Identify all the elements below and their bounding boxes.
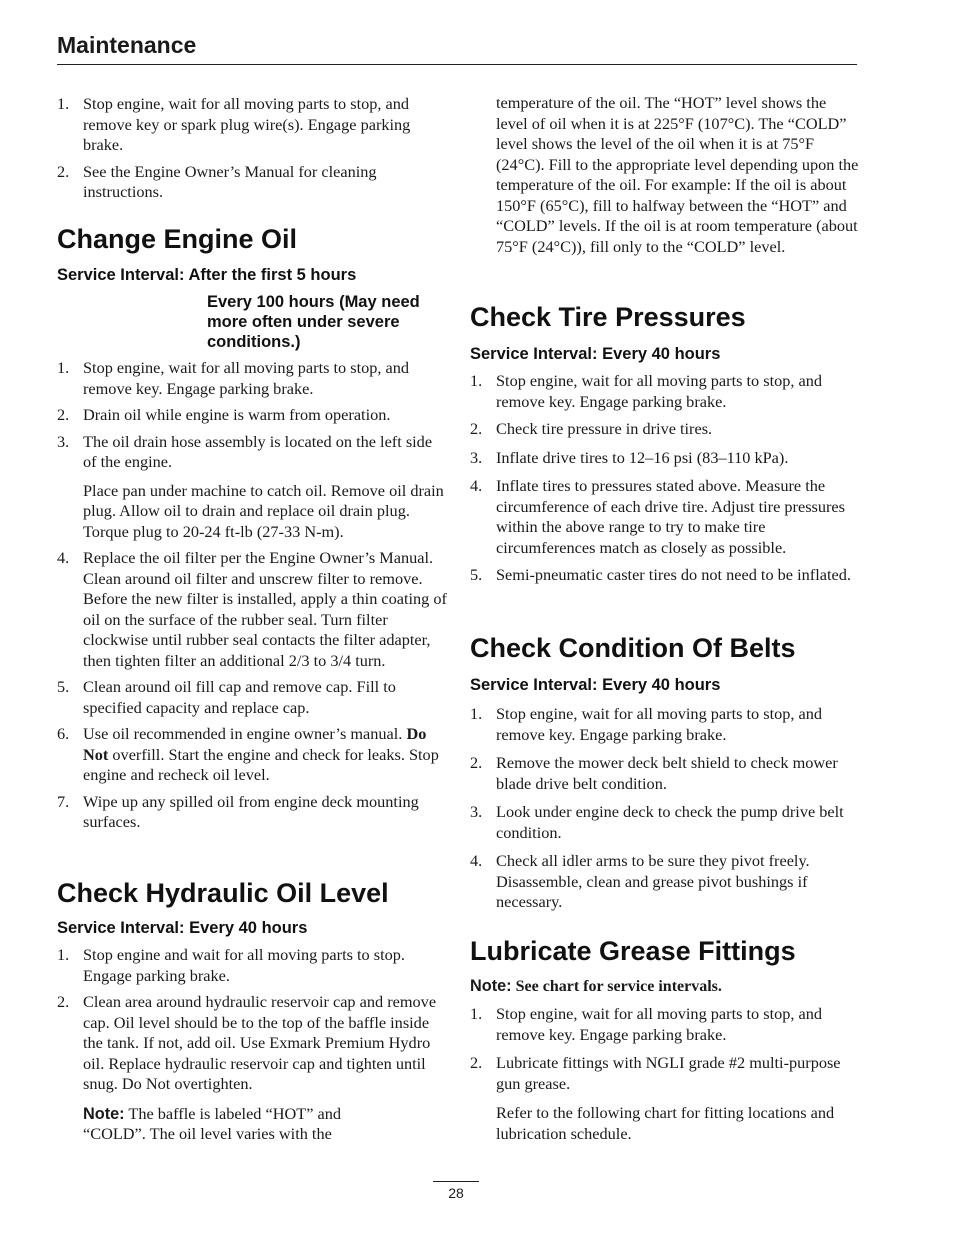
section-title: Lubricate Grease Fittings [470, 936, 796, 966]
list-item: 1. Stop engine and wait for all moving parts to stop. Engage parking brake. [57, 945, 405, 985]
step-paragraph: Place pan under machine to catch oil. Remove oil drain plug. Allow oil to drain and replace oil drain plug. Torque plug to 20-24 ft-lb (27-33 N-m). [83, 480, 444, 541]
service-interval-extra: Every 100 hours (May need more often under severe conditions.) [207, 293, 420, 351]
list-item: 6. Use oil recommended in engine owner’s manual. Do Not overfill. Start the engine and check for leaks. Stop engine and recheck oil level. [57, 724, 439, 784]
belt-steps [470, 704, 860, 913]
list-item: 2. Lubricate fittings with NGLI grade #2 multi-purpose gun grease. [470, 1053, 841, 1093]
list-item: 7. Wipe up any spilled oil from engine deck mounting surfaces. [57, 791, 419, 831]
header-rule [57, 64, 857, 65]
intro-steps [57, 94, 447, 203]
list-item: 1. Stop engine, wait for all moving parts to stop, and remove key. Engage parking brake. [57, 358, 410, 398]
section-running-head: Maintenance [57, 32, 197, 58]
service-interval: Service Interval: Every 40 hours [470, 676, 721, 694]
service-interval: Service Interval: Every 40 hours [470, 345, 721, 363]
list-item: 1. Stop engine, wait for all moving parts to stop, and remove key. Engage parking brake. [470, 704, 823, 744]
list-item: 2. Check tire pressure in drive tires. [470, 419, 713, 438]
section-change-engine-oil [57, 223, 447, 833]
list-item: 3. Inflate drive tires to 12–16 psi (83–110 kPa). [470, 447, 789, 467]
change-oil-steps [57, 358, 447, 473]
service-interval: Service Interval: Every 40 hours [57, 919, 308, 937]
note: Note: See chart for service intervals. [470, 977, 722, 995]
list-item: 3. Look under engine deck to check the pump drive belt condition. [470, 802, 844, 842]
list-item: 4. Check all idler arms to be sure they pivot freely. Disassemble, clean and grease pivot bushings if necessary. [470, 851, 810, 911]
list-item: 4. Inflate tires to pressures stated above. Measure the circumference of each drive tire. Adjust tire pressures within the above range to try to make tire circumferences match as closely as possible. [470, 476, 845, 557]
note: Note: The baffle is labeled “HOT” and “COLD”. The oil level varies with the [83, 1103, 342, 1143]
section-title: Check Condition Of Belts [470, 633, 796, 663]
change-oil-steps-b [57, 548, 447, 833]
list-item: 5. Semi-pneumatic caster tires do not need to be inflated. [470, 565, 851, 584]
list-item: 2. Remove the mower deck belt shield to check mower blade drive belt condition. [470, 753, 838, 793]
section-check-tire-pressures [470, 301, 860, 586]
list-item: 3. The oil drain hose assembly is located on the left side of the engine. [57, 431, 433, 471]
service-interval: Service Interval: After the first 5 hours [57, 266, 357, 284]
note-continuation: temperature of the oil. The “HOT” level shows the level of oil when it is at 225°F (107°C). The “COLD” level shows the level of the oil when it is at 75°F (24°C). Fill to the appropriate level depending upon the temperature of the oil. For example: If the oil is about 150°F (65°C), fill to halfway between the “HOT” and “COLD” levels. If the oil is at room temperature (about 75°F (24°C)), fill only to the “COLD” level. [496, 93, 859, 256]
section-check-belts [470, 632, 860, 913]
list-item: 1. Stop engine, wait for all moving parts to stop, and remove key. Engage parking brake. [470, 371, 823, 411]
list-item: 1. Stop engine, wait for all moving parts to stop, and remove key or spark plug wire(s). Engage parking brake. [57, 94, 411, 154]
section-title: Change Engine Oil [57, 224, 298, 254]
list-item: 2. Clean area around hydraulic reservoir cap and remove cap. Oil level should be to the top of the baffle inside the tank. If not, add oil. Use Exmark Premium Hydro oil. Replace hydraulic reservoir cap and tighten until snug. Do Not overtighten. [57, 992, 437, 1093]
footer-rule [433, 1181, 479, 1182]
page-number: 28 [448, 1185, 464, 1201]
step-paragraph: Refer to the following chart for fitting locations and lubrication schedule. [496, 1103, 835, 1143]
section-title: Check Hydraulic Oil Level [57, 878, 389, 908]
list-item: 4. Replace the oil filter per the Engine Owner’s Manual. Clean around oil filter and unscrew filter to remove. Before the new filter is installed, apply a thin coating of oil on the surface of the rubber seal. Turn filter clockwise until rubber seal contacts the filter adapter, then tighten filter an additional 2/3 to 3/4 turn. [57, 548, 447, 670]
list-item: 1. Stop engine, wait for all moving parts to stop, and remove key. Engage parking brake. [470, 1004, 823, 1044]
section-lubricate-grease [470, 935, 860, 1144]
section-check-hydraulic-oil [57, 877, 447, 1145]
section-title: Check Tire Pressures [470, 302, 746, 332]
grease-steps [470, 1004, 860, 1094]
hydraulic-steps [57, 945, 447, 1095]
list-item: 5. Clean around oil fill cap and remove cap. Fill to specified capacity and replace cap. [57, 677, 396, 717]
list-item: 2. See the Engine Owner’s Manual for cleaning instructions. [57, 161, 377, 201]
list-item: 2. Drain oil while engine is warm from operation. [57, 405, 391, 424]
tire-steps [470, 371, 860, 586]
